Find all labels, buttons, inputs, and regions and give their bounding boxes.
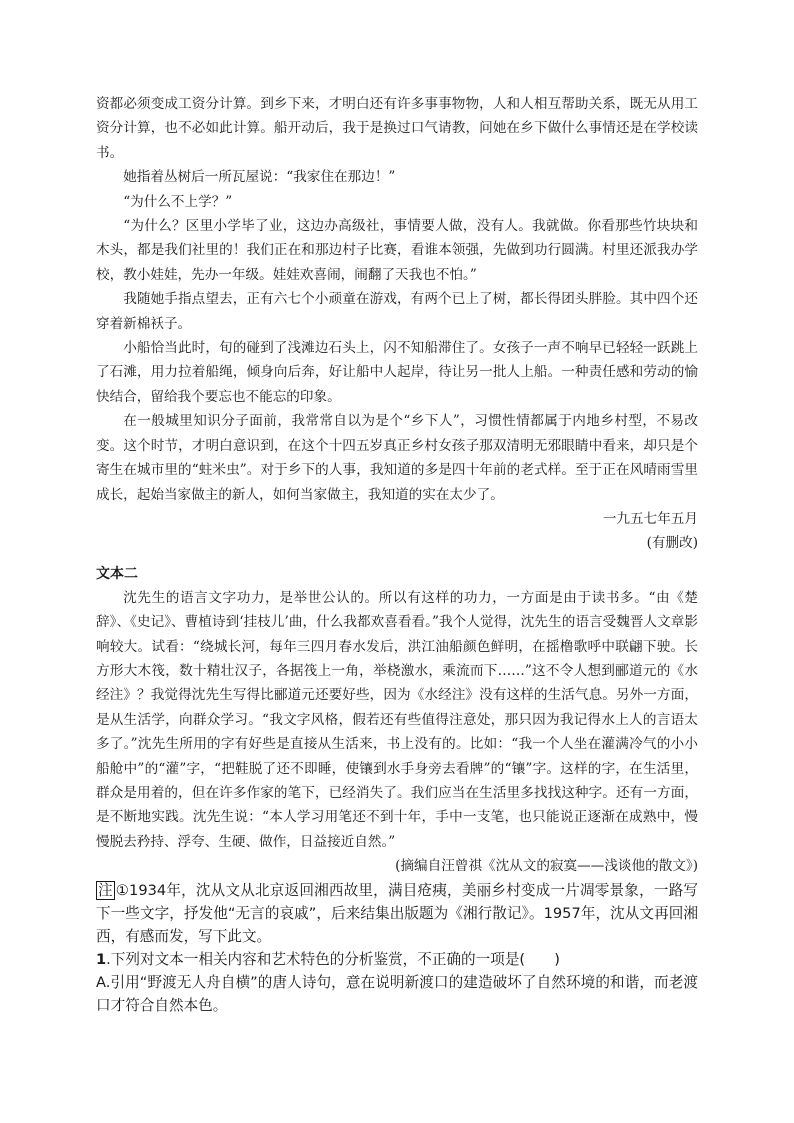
story-paragraph: “为什么？区里小学毕了业，这边办高级社，事情要人做，没有人。我就做。你看那些竹块块和木头，都是我们社里的！我们正在和那边村子比赛，看谁本领强，先做到功行圆满。村里还派我办学校，教小娃娃，先办一年级。娃娃欢喜闹，闹翻了天我也不怕。” bbox=[96, 218, 698, 283]
story-paragraph: “为什么不上学？” bbox=[123, 193, 233, 210]
story-edit-note: (有删改) bbox=[646, 535, 698, 552]
story-paragraph: 她指着丛树后一所瓦屋说：“我家住在那边！” bbox=[123, 169, 396, 186]
question-number: 1 bbox=[96, 950, 107, 968]
text-two bbox=[96, 586, 698, 879]
text-two-source: (摘编自汪曾祺《沈从文的寂寞——浅谈他的散文》) bbox=[395, 858, 698, 875]
story-paragraph: 资都必须变成工资分计算。到乡下来，才明白还有许多事事物物，人和人相互帮助关系，既无从用工资分计算，也不必如此计算。船开动后，我于是换过口气请教，问她在乡下做什么事情还是在学校读书。 bbox=[96, 96, 698, 161]
story-paragraph: 小船恰当此时，旬的碰到了浅滩边石头上，闪不知船滞住了。女孩子一声不响早已轻轻一跃跳上了石滩，用力拉着船绳，倾身向后奔，好让船中人起岸，待让另一批人上船。一种责任感和劳动的愉快结合，留给我个要忘也不能忘的印象。 bbox=[96, 340, 698, 405]
story-paragraph: 在一般城里知识分子面前，我常常自以为是个“乡下人”，习惯性情都属于内地乡村型，不易改变。这个时节，才明白意识到，在这个十四五岁真正乡村女孩子那双清明无邪眼睛中看来，却只是个寄生在城市里的“蛀米虫”。对于乡下的人事，我知道的多是四十年前的老式样。至于正在风晴雨雪里成长，起始当家做主的新人，如何当家做主，我知道的实在太少了。 bbox=[96, 413, 698, 503]
question-stem: .下列对文本一相关内容和艺术特色的分析鉴赏，不正确的一项是( ) bbox=[106, 950, 560, 968]
footnote bbox=[96, 879, 698, 948]
question-1 bbox=[96, 948, 698, 971]
story-paragraph: 我随她手指点望去，正有六七个小顽童在游戏，有两个已上了树，都长得团头胖脸。其中四个还穿着新棉袄子。 bbox=[96, 291, 698, 332]
option-a[interactable]: A.引用“野渡无人舟自横”的唐人诗句，意在说明新渡口的建造破坏了自然环境的和谐，而老渡口才符合自然本色。 bbox=[96, 973, 698, 1014]
text-one-story bbox=[96, 92, 698, 556]
text-two-paragraph: 沈先生的语言文字功力，是举世公认的。所以有这样的功力，一方面是由于读书多。“由《楚辞》、《史记》、曹植诗到‘挂枝儿’曲，什么我都欢喜看看。”我个人觉得，沈先生的语言受魏晋人文章影响较大。试看：“绕城长河，每年三四月春水发后，洪江油船颜色鲜明，在摇橹歌呼中联翩下驶。长方形大木筏，数十精壮汉子，各据筏上一角，举桡激水，乘流而下……”这不令人想到郦道元的《水经注》？我觉得沈先生写得比郦道元还要好些，因为《水经注》没有这样的生活气息。另外一方面，是从生活学，向群众学习。“我文字风格，假若还有些值得注意处，那只因为我记得水上人的言语太多了。”沈先生所用的字有好些是直接从生活来，书上没有的。比如：“我一个人坐在灌满冷气的小小船舱中”的“灌”字，“把鞋脱了还不即睡，使镶到水手身旁去看牌”的“镶”字。这样的字，在生活里，群众是用着的，但在许多作家的笔下，已经消失了。我们应当在生活里多找找这种字。还有一方面，是不断地实践。沈先生说：“本人学习用笔还不到十年，手中一支笔，也只能说正逐渐在成熟中，慢慢脱去矜持、浮夸、生硬、做作，日益接近自然。” bbox=[96, 589, 698, 850]
story-date: 一九五七年五月 bbox=[602, 510, 698, 527]
footnote-label: 注 bbox=[98, 881, 113, 899]
footnote-text: ①1934年，沈从文从北京返回湘西故里，满目疮痍，美丽乡村变成一片凋零景象，一路写下一些文字，抒发他“无言的哀戚”，后来结集出版题为《湘行散记》。1957年，沈从文再回湘西，有感而发，写下此文。 bbox=[96, 881, 698, 945]
text-two-heading: 文本二 bbox=[96, 565, 138, 582]
page bbox=[96, 92, 698, 1017]
